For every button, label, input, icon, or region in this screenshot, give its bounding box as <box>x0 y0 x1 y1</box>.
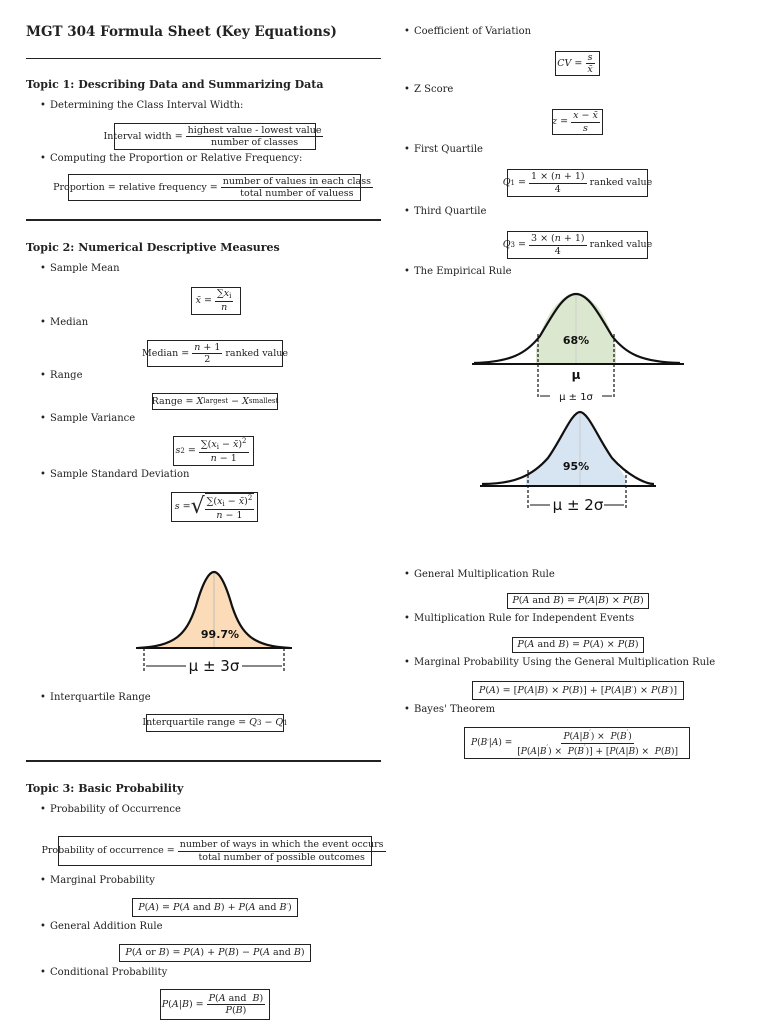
q3-label: • Third Quartile <box>414 206 486 217</box>
z-score-formula: z = $\frac{x - x̄}{s}$ <box>552 109 603 135</box>
sample-variance-label: • Sample Variance <box>50 413 135 424</box>
proportion-formula <box>53 174 371 201</box>
marginal-label: • Marginal Probability <box>50 875 155 886</box>
range-formula: Range = X largest − X smallest <box>152 393 278 410</box>
interval-width-label: • Determining the Class Interval Width: <box>50 100 243 111</box>
normal-curve-68 <box>470 290 690 402</box>
iqr-lhs: Interquartile range = <box>142 717 247 729</box>
z-score-label: • Z Score <box>414 84 453 95</box>
cv-label: • Coefficient of Variation <box>414 26 531 37</box>
topic1-heading: Topic 1: Describing Data and Summarizing Data <box>26 78 324 91</box>
bayes-formula: P ( B ′ | A ) = $\frac{P(A|B') \times P(B')}{[P(A|B') \times P(B')] + [P(A|B) \times P(B)]}$ <box>464 727 690 759</box>
curve-997-band: μ ± 3σ <box>188 657 240 675</box>
interval-width-numerator: highest value - lowest value <box>187 124 322 136</box>
q1-ranked-value: ranked value <box>589 177 653 189</box>
proportion-lhs: Proportion = relative frequency = <box>53 181 218 193</box>
occurrence-lhs: Probability of occurrence = <box>41 845 175 857</box>
indep-rule-label: • Multiplication Rule for Independent Events <box>414 613 634 624</box>
cv-formula: CV = $\frac{s}{x̄}$ <box>555 51 600 76</box>
curve-68-band: μ ± 1σ <box>559 392 593 402</box>
conditional-label: • Conditional Probability <box>50 967 167 978</box>
median-formula: Median = $\frac{n + 1}{2}$ ranked value <box>141 341 289 365</box>
sample-mean-label: • Sample Mean <box>50 263 120 274</box>
proportion-denominator: total number of valuess <box>240 188 354 199</box>
normal-curve-997 <box>134 566 304 676</box>
curve-997-pct: 99.7% <box>200 628 240 641</box>
sample-variance-formula: s 2 = $\frac{\sum(x_i - x̄)^2}{n - 1}$ <box>173 436 254 466</box>
page-title: MGT 304 Formula Sheet (Key Equations) <box>26 24 337 40</box>
title-divider <box>26 58 381 59</box>
proportion-label: • Computing the Proportion or Relative Frequency: <box>50 153 302 164</box>
q3-ranked-value: ranked value <box>589 239 653 251</box>
curve-68-mu: μ <box>571 368 581 382</box>
interval-width-denominator: number of classes <box>211 137 299 148</box>
sample-stdev-formula: s = √ $\frac{\sum(x_i - x̄)^2}{n - 1}$ <box>171 492 258 522</box>
iqr-label: • Interquartile Range <box>50 692 151 703</box>
indep-rule-formula: P ( A and B ) = P ( A ) × P ( B ) <box>512 637 644 653</box>
sample-stdev-label: • Sample Standard Deviation <box>50 469 189 480</box>
normal-curve-95 <box>478 408 678 516</box>
addition-formula: P ( A or B ) = P ( A ) + P ( B ) − P ( A and B ) <box>119 944 311 962</box>
q1-label: • First Quartile <box>414 144 483 155</box>
topic2-divider <box>26 760 381 762</box>
empirical-rule-label: • The Empirical Rule <box>414 266 512 277</box>
curve-95-band: μ ± 2σ <box>552 496 604 514</box>
sample-mean-formula: x̄ = $\frac{\sum x_i}{n}$ <box>191 287 241 315</box>
marg-mult-label: • Marginal Probability Using the General Multiplication Rule <box>414 657 715 668</box>
interval-width-lhs: Interval width = <box>103 130 183 142</box>
median-label: • Median <box>50 317 88 328</box>
interval-width-formula <box>103 123 322 150</box>
topic2-heading: Topic 2: Numerical Descriptive Measures <box>26 241 280 254</box>
marginal-formula: P ( A ) = P ( A and B ) + P ( A and B ′ ) <box>132 898 298 917</box>
addition-label: • General Addition Rule <box>50 921 163 932</box>
q3-formula: Q 3 = $\frac{3 \times (n + 1)}{4}$ ranked value <box>507 231 648 259</box>
conditional-formula: P ( A | B ) = $\frac{\text{P(A and B)}}{P(B)}$ <box>160 989 270 1020</box>
marg-mult-formula: P ( A ) = [ P ( A | B ) × P ( B )] + [ P ( A | B ′ ) × P ( B ′ )] <box>472 681 684 700</box>
occurrence-numerator: number of ways in which the event occurs <box>179 839 384 850</box>
curve-68-pct: 68% <box>562 334 590 347</box>
topic1-divider <box>26 219 381 221</box>
occurrence-denominator: total number of possible outcomes <box>198 851 365 863</box>
mult-rule-label: • General Multiplication Rule <box>414 569 555 580</box>
occurrence-label: • Probability of Occurrence <box>50 804 181 815</box>
bayes-label: • Bayes' Theorem <box>414 704 495 715</box>
curve-95-pct: 95% <box>562 460 590 473</box>
median-lhs: Median = <box>141 347 190 359</box>
proportion-numerator: number of values in each class <box>222 175 371 187</box>
range-label: • Range <box>50 370 82 381</box>
mult-rule-formula: P ( A and B ) = P ( A | B ) × P ( B ) <box>507 593 649 609</box>
topic3-heading: Topic 3: Basic Probability <box>26 782 184 795</box>
occurrence-formula <box>41 836 384 866</box>
median-rhs: ranked value <box>225 347 289 359</box>
iqr-formula: Interquartile range = Q 3 − Q 1 <box>146 714 284 732</box>
q1-formula: Q 1 = $\frac{1 \times (n + 1)}{4}$ ranked value <box>507 169 648 197</box>
